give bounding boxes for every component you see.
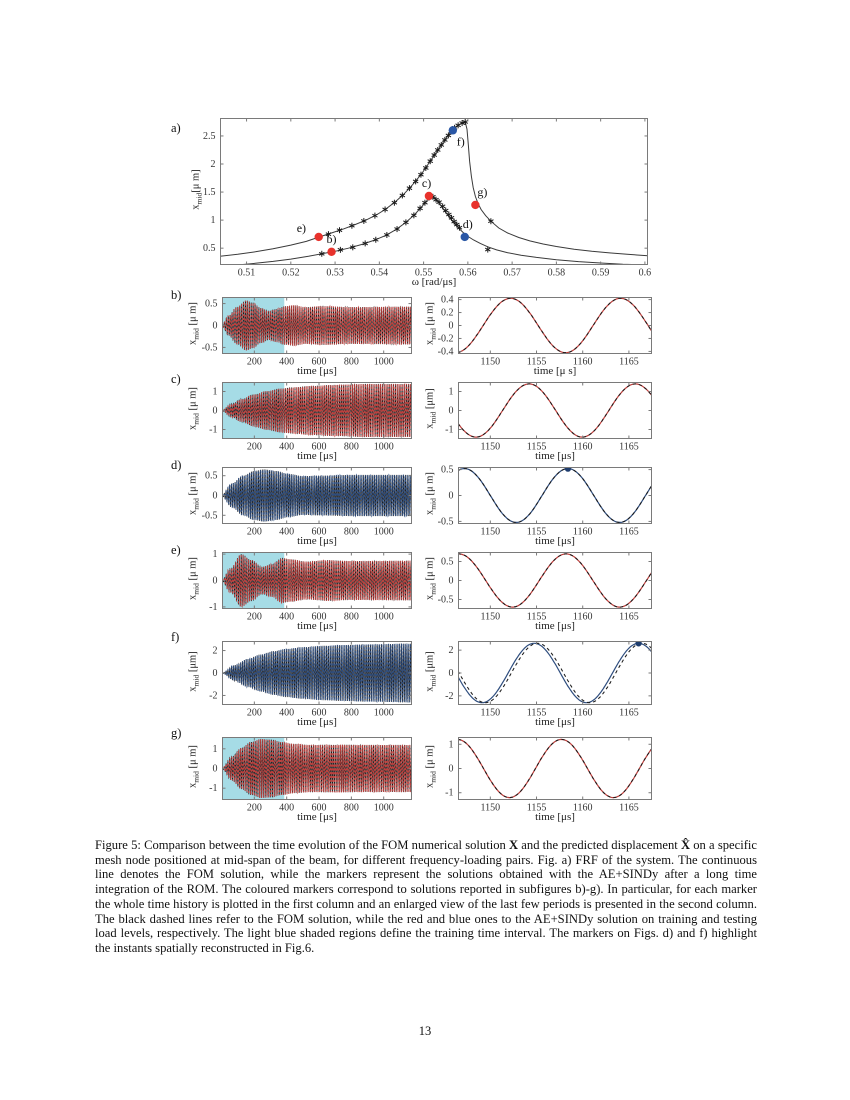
svg-text:1155: 1155 xyxy=(526,707,547,719)
svg-text:200: 200 xyxy=(246,802,262,814)
svg-text:-0.5: -0.5 xyxy=(201,342,218,354)
svg-text:1000: 1000 xyxy=(373,707,394,719)
svg-text:0.55: 0.55 xyxy=(414,267,433,279)
svg-text:1150: 1150 xyxy=(480,611,501,623)
svg-text:200: 200 xyxy=(246,526,262,538)
x-axis-label: time [μs] xyxy=(297,365,337,377)
svg-text:-1: -1 xyxy=(445,787,454,799)
panel-label-e: e) xyxy=(171,543,181,557)
svg-text:2: 2 xyxy=(212,645,218,657)
y-axis-label: $x_{mid}$ [μ m] xyxy=(424,745,438,789)
x-axis-label: time [μs] xyxy=(297,716,337,728)
svg-text:0.5: 0.5 xyxy=(205,470,218,482)
svg-text:1165: 1165 xyxy=(619,526,639,538)
x-axis-label: time [μs] xyxy=(535,620,575,632)
svg-text:0: 0 xyxy=(448,763,454,775)
svg-text:0: 0 xyxy=(212,575,218,587)
svg-text:1160: 1160 xyxy=(572,441,593,453)
svg-text:0.51: 0.51 xyxy=(237,267,256,279)
svg-text:1000: 1000 xyxy=(373,611,394,623)
svg-text:-0.5: -0.5 xyxy=(437,516,454,528)
svg-text:800: 800 xyxy=(343,611,359,623)
y-axis-label: $x_{mid}$ [μ m] xyxy=(187,557,201,601)
svg-text:-1: -1 xyxy=(209,424,218,436)
svg-text:1000: 1000 xyxy=(373,802,394,814)
svg-text:0: 0 xyxy=(448,575,454,587)
svg-text:400: 400 xyxy=(279,611,295,623)
svg-text:-1: -1 xyxy=(445,424,454,436)
y-axis-label: $x_{mid}$ [μm] xyxy=(187,651,201,692)
svg-text:1: 1 xyxy=(212,549,218,561)
svg-text:1: 1 xyxy=(212,743,218,755)
svg-text:1160: 1160 xyxy=(572,802,593,814)
svg-text:0.5: 0.5 xyxy=(203,243,216,255)
svg-text:2: 2 xyxy=(448,645,454,657)
svg-text:0.53: 0.53 xyxy=(326,267,344,279)
svg-text:1155: 1155 xyxy=(526,802,547,814)
y-axis-label: $x_{mid}$ [μ m] xyxy=(187,302,201,346)
panel-label-d: d) xyxy=(171,458,182,472)
svg-text:c): c) xyxy=(421,175,432,190)
svg-text:1: 1 xyxy=(210,215,216,227)
panel-label-g: g) xyxy=(171,726,182,740)
svg-text:0.5: 0.5 xyxy=(441,464,454,476)
svg-text:1160: 1160 xyxy=(572,356,593,368)
zoom-chart-d xyxy=(437,464,652,538)
y-axis-label: $x_{mid}$ [μ m] xyxy=(424,302,438,346)
svg-text:0: 0 xyxy=(212,668,218,679)
svg-text:1: 1 xyxy=(448,386,454,398)
svg-text:-0.2: -0.2 xyxy=(437,333,454,345)
x-axis-label: time [μs] xyxy=(297,535,337,547)
svg-text:1: 1 xyxy=(212,386,218,398)
zoom-chart-f xyxy=(445,641,652,719)
svg-text:400: 400 xyxy=(279,356,295,368)
svg-text:1155: 1155 xyxy=(526,356,547,368)
svg-text:d): d) xyxy=(462,216,473,231)
y-axis-label: $x_{mid}[\mu$ m] xyxy=(190,169,204,210)
svg-text:600: 600 xyxy=(311,802,327,814)
svg-text:-1: -1 xyxy=(209,601,218,613)
panel-label-a: a) xyxy=(171,121,181,135)
svg-text:1160: 1160 xyxy=(572,707,593,719)
svg-text:200: 200 xyxy=(246,356,262,368)
svg-text:-0.5: -0.5 xyxy=(437,594,454,606)
svg-text:-0.5: -0.5 xyxy=(201,510,218,522)
svg-text:400: 400 xyxy=(279,707,295,719)
time-history-chart-f xyxy=(209,641,412,719)
svg-text:1165: 1165 xyxy=(619,356,639,368)
time-history-chart-d xyxy=(201,467,412,538)
svg-text:200: 200 xyxy=(246,611,262,623)
svg-text:800: 800 xyxy=(343,441,359,453)
svg-text:1155: 1155 xyxy=(526,526,547,538)
svg-text:0.58: 0.58 xyxy=(547,267,566,279)
y-axis-label: $x_{mid}$ [μ m] xyxy=(187,387,201,431)
panel-label-c: c) xyxy=(171,372,181,386)
svg-text:600: 600 xyxy=(311,441,327,453)
svg-text:1155: 1155 xyxy=(526,441,547,453)
svg-text:1165: 1165 xyxy=(619,611,639,623)
x-axis-label: time [μs] xyxy=(297,450,337,462)
svg-text:400: 400 xyxy=(279,526,295,538)
time-history-chart-b xyxy=(201,297,412,368)
x-axis-label: time [μs] xyxy=(535,811,575,823)
zoom-chart-b xyxy=(437,294,652,368)
svg-text:800: 800 xyxy=(343,707,359,719)
svg-text:1155: 1155 xyxy=(526,611,547,623)
svg-text:2.5: 2.5 xyxy=(203,130,216,142)
svg-text:2: 2 xyxy=(210,159,216,171)
svg-text:1000: 1000 xyxy=(373,441,394,453)
svg-text:0.59: 0.59 xyxy=(591,267,610,279)
svg-text:600: 600 xyxy=(311,707,327,719)
x-axis-label: time [μs] xyxy=(535,716,575,728)
x-axis-label: time [μ s] xyxy=(533,365,577,377)
svg-text:-0.4: -0.4 xyxy=(437,346,454,358)
svg-text:0.57: 0.57 xyxy=(503,267,521,279)
y-axis-label: $x_{mid}$ [μ m] xyxy=(187,745,201,789)
svg-text:200: 200 xyxy=(246,707,262,719)
svg-text:1000: 1000 xyxy=(373,356,394,368)
svg-text:b): b) xyxy=(326,231,337,246)
panel-label-f: f) xyxy=(171,630,180,644)
svg-text:e): e) xyxy=(296,220,307,235)
svg-text:200: 200 xyxy=(246,441,262,453)
svg-text:0: 0 xyxy=(448,490,454,502)
svg-text:1150: 1150 xyxy=(480,526,501,538)
y-axis-label: $x_{mid}$ [μm] xyxy=(424,651,438,692)
svg-text:0: 0 xyxy=(448,668,454,679)
zoom-chart-g xyxy=(445,737,652,814)
svg-text:0: 0 xyxy=(212,320,218,332)
svg-text:800: 800 xyxy=(343,356,359,368)
svg-text:1165: 1165 xyxy=(619,707,639,719)
svg-text:1160: 1160 xyxy=(572,611,593,623)
svg-text:0.56: 0.56 xyxy=(459,267,477,279)
svg-text:0.2: 0.2 xyxy=(441,307,454,319)
zoom-chart-e xyxy=(437,552,652,623)
frf-chart xyxy=(203,118,652,279)
svg-text:1165: 1165 xyxy=(619,441,639,453)
svg-text:0: 0 xyxy=(212,405,218,417)
x-axis-label: time [μs] xyxy=(297,811,337,823)
svg-text:800: 800 xyxy=(343,526,359,538)
svg-text:0.5: 0.5 xyxy=(441,556,454,568)
svg-text:0.4: 0.4 xyxy=(441,294,454,306)
svg-text:600: 600 xyxy=(311,356,327,368)
time-history-chart-c xyxy=(209,382,412,453)
svg-text:800: 800 xyxy=(343,802,359,814)
svg-text:0: 0 xyxy=(212,490,218,502)
svg-text:0.54: 0.54 xyxy=(370,267,389,279)
svg-text:1150: 1150 xyxy=(480,802,501,814)
svg-text:-1: -1 xyxy=(209,783,218,795)
svg-text:1150: 1150 xyxy=(480,707,501,719)
svg-text:0.6: 0.6 xyxy=(638,267,652,279)
svg-text:1150: 1150 xyxy=(480,441,501,453)
svg-text:-2: -2 xyxy=(209,690,218,702)
y-axis-label: $x_{mid}$ [μ m] xyxy=(424,472,438,516)
svg-text:-2: -2 xyxy=(445,690,454,702)
svg-text:0: 0 xyxy=(448,405,454,417)
svg-text:0: 0 xyxy=(212,763,218,775)
svg-text:1.5: 1.5 xyxy=(203,187,216,199)
page-number: 13 xyxy=(418,1024,432,1038)
x-axis-label: ω [rad/μs] xyxy=(411,276,457,288)
svg-text:0.5: 0.5 xyxy=(205,298,218,310)
svg-text:1000: 1000 xyxy=(373,526,394,538)
x-axis-label: time [μs] xyxy=(535,535,575,547)
svg-text:600: 600 xyxy=(311,526,327,538)
svg-text:400: 400 xyxy=(279,441,295,453)
svg-text:400: 400 xyxy=(279,802,295,814)
x-axis-label: time [μs] xyxy=(535,450,575,462)
svg-text:f): f) xyxy=(456,134,465,149)
svg-text:1: 1 xyxy=(448,739,454,751)
svg-text:1165: 1165 xyxy=(619,802,639,814)
x-axis-label: time [μs] xyxy=(297,620,337,632)
y-axis-label: $x_{mid}$ [μ m] xyxy=(424,557,438,601)
y-axis-label: $x_{mid}$ [μm] xyxy=(424,388,438,429)
svg-text:1150: 1150 xyxy=(480,356,501,368)
figure-caption: Figure 5: Comparison between the time evolution of the FOM numerical solution X and the predicted displacement X̂ on a specific mesh node positioned at mid-span of the beam, for different frequency-loading pairs. Fig. a) FRF of the system. The continuous line denotes the FOM solution, while the markers represent the solutions obtained with the AE+SINDy after a long time integration of the ROM. The coloured markers correspond to solutions reported in subfigures b)-g). In particular, for each marker the whole time history is plotted in the first column and an enlarged view of the last few periods is presented in the second column. The black dashed lines refer to the FOM solution, while the red and blue ones to the AE+SINDy solution on training and testing load levels, respectively. The light blue shaded regions define the training time interval. The markers on Figs. d) and f) highlight the instants spatially reconstructed in Fig.6. xyxy=(95,838,757,956)
y-axis-label: $x_{mid}$ [μ m] xyxy=(187,472,201,516)
svg-text:0: 0 xyxy=(448,320,454,332)
time-history-chart-g xyxy=(209,737,412,814)
time-history-chart-e xyxy=(209,549,412,623)
svg-text:600: 600 xyxy=(311,611,327,623)
svg-text:g): g) xyxy=(477,184,488,199)
svg-text:1160: 1160 xyxy=(572,526,593,538)
svg-text:0.52: 0.52 xyxy=(282,267,300,279)
panel-label-b: b) xyxy=(171,288,182,302)
zoom-chart-c xyxy=(445,382,652,453)
